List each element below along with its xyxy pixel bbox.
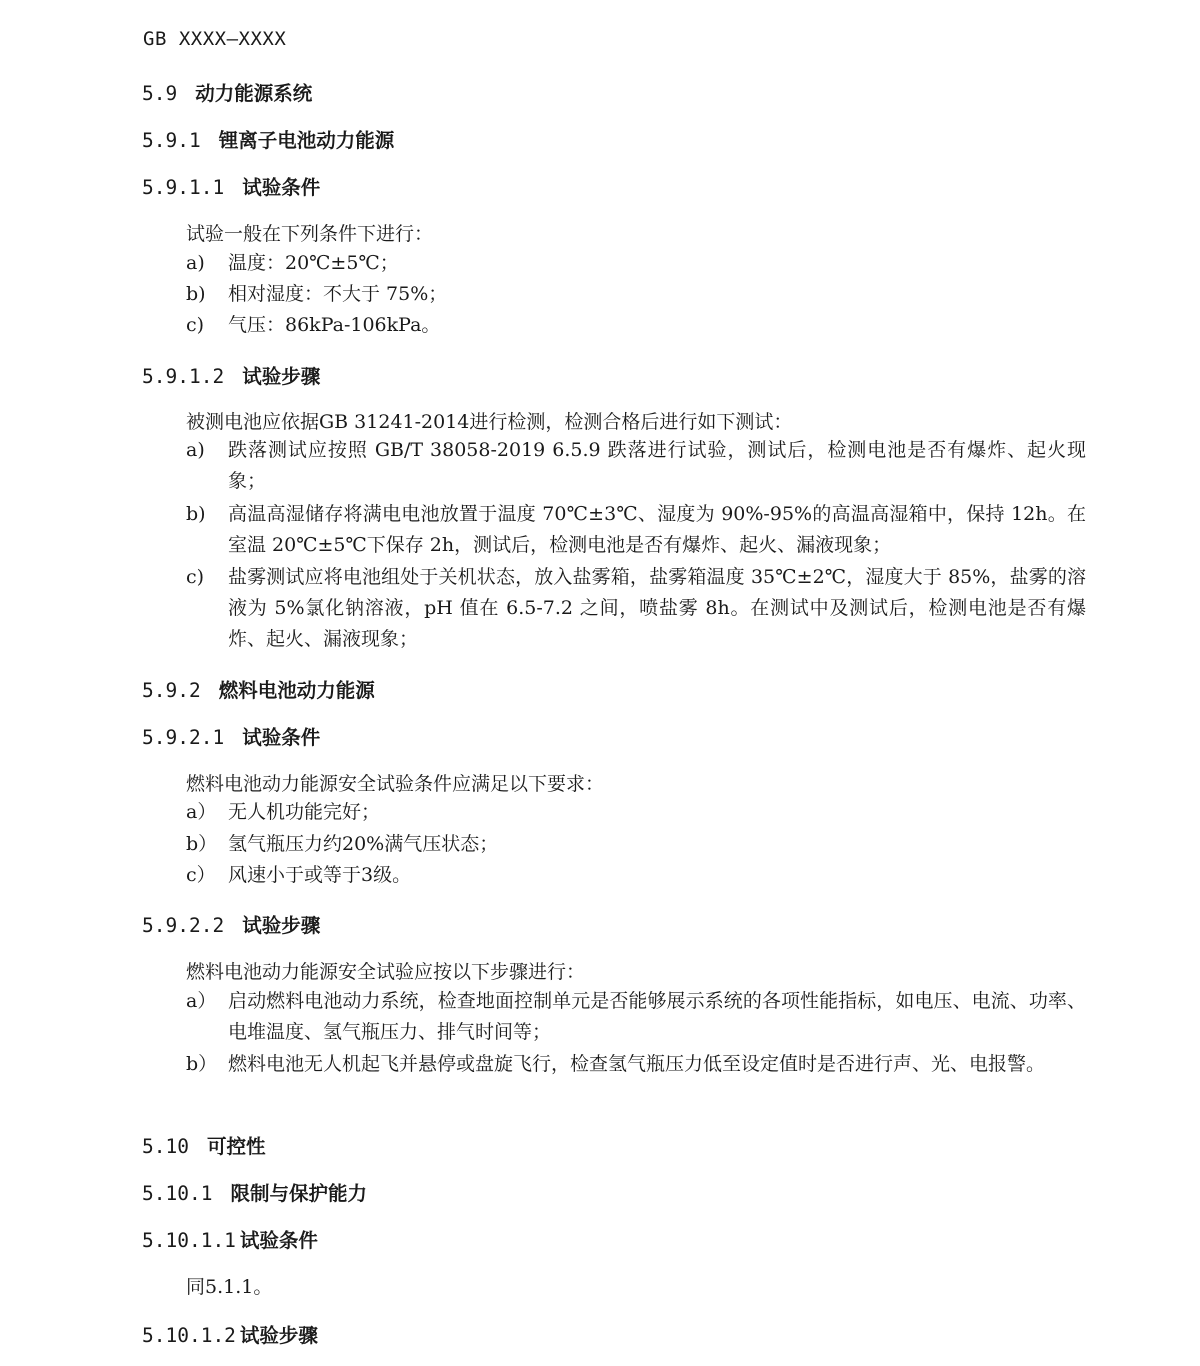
heading-5-9-1-1 [142,172,320,200]
heading-title: 试验条件 [242,726,321,749]
heading-number: 5.10.1.2 [142,1324,236,1347]
paragraph-intro: 试验一般在下列条件下进行： [186,223,434,245]
heading-number: 5.9.1.2 [142,365,225,388]
heading-title: 试验步骤 [242,365,321,388]
list-text: 无人机功能完好； [228,801,381,823]
list-text: 高温高湿储存将满电电池放置于温度 70℃±3℃、湿度为 90%-95%的高温高湿箱中，保持 12h。在室温 20℃±5℃下保存 2h，测试后，检测电池是否有爆炸、起火、漏液现象； [228,503,1086,556]
heading-5-10-1-1 [142,1225,318,1253]
heading-number: 5.9.1.1 [142,176,225,199]
list-item [186,248,1086,279]
list-item [186,829,1086,860]
heading-number: 5.9.1 [142,129,201,152]
heading-5-10-1 [142,1178,367,1206]
heading-title: 可控性 [206,1135,266,1158]
heading-title: 试验步骤 [239,1324,318,1347]
heading-number: 5.9 [142,82,178,105]
paragraph-intro: 同5.1.1。 [186,1276,273,1298]
heading-number: 5.9.2.2 [142,914,225,937]
list-item [186,797,1086,828]
list-text: 盐雾测试应将电池组处于关机状态，放入盐雾箱，盐雾箱温度 35℃±2℃，湿度大于 85%，盐雾的溶液为 5%氯化钠溶液，pH 值在 6.5-7.2 之间，喷盐雾 8h。在测试中及测试后，检测电池是否有爆炸、起火、漏液现象； [228,566,1086,650]
heading-title: 试验条件 [242,176,321,199]
heading-5-9-1 [142,125,394,153]
paragraph-intro: 燃料电池动力能源安全试验应按以下步骤进行： [186,961,586,983]
heading-title: 锂离子电池动力能源 [218,129,395,152]
list-marker: b) [186,283,206,305]
list-text: 燃料电池无人机起飞并悬停或盘旋飞行，检查氢气瓶压力低至设定值时是否进行声、光、电报警。 [228,1053,1046,1075]
heading-5-9-2 [142,675,375,703]
heading-title: 动力能源系统 [195,82,313,105]
heading-5-9 [142,78,312,106]
list-marker: a） [186,801,217,823]
list-text: 气压：86kPa-106kPa。 [228,314,441,336]
list-item [186,279,1086,310]
heading-title: 限制与保护能力 [230,1182,367,1205]
list-text: 温度：20℃±5℃； [228,252,399,274]
list-marker: b） [186,1053,218,1075]
list-marker: b) [186,503,206,525]
list-item [186,986,1086,1048]
standard-code: GB XXXX—XXXX [143,28,287,50]
heading-5-9-2-1 [142,722,320,750]
paragraph-intro: 被测电池应依据GB 31241-2014进行检测，检测合格后进行如下测试： [186,411,793,433]
heading-number: 5.9.2 [142,679,201,702]
heading-title: 试验步骤 [242,914,321,937]
list-item [186,860,1086,891]
list-marker: c） [186,864,216,886]
heading-title: 燃料电池动力能源 [218,679,375,702]
heading-5-9-2-2 [142,910,320,938]
list-item [186,310,1086,341]
list-text: 启动燃料电池动力系统，检查地面控制单元是否能够展示系统的各项性能指标，如电压、电流、功率、电堆温度、氢气瓶压力、排气时间等； [228,990,1086,1043]
heading-number: 5.10.1.1 [142,1229,236,1252]
list-marker: c) [186,314,205,336]
list-text: 跌落测试应按照 GB/T 38058-2019 6.5.9 跌落进行试验，测试后，检测电池是否有爆炸、起火现象； [228,439,1086,492]
heading-number: 5.9.2.1 [142,726,225,749]
heading-number: 5.10 [142,1135,189,1158]
list-marker: c) [186,566,205,588]
list-item [186,499,1086,561]
list-marker: a) [186,252,205,274]
paragraph-intro: 燃料电池动力能源安全试验条件应满足以下要求： [186,773,605,795]
list-item [186,562,1086,655]
list-text: 氢气瓶压力约20%满气压状态； [228,833,499,855]
list-text: 相对湿度：不大于 75%； [228,283,448,305]
list-item [186,1049,1086,1080]
heading-5-9-1-2 [142,361,320,389]
heading-5-10 [142,1131,265,1159]
heading-5-10-1-2 [142,1320,318,1348]
list-marker: b） [186,833,218,855]
heading-title: 试验条件 [239,1229,318,1252]
list-text: 风速小于或等于3级。 [228,864,412,886]
list-marker: a) [186,439,205,461]
list-item [186,435,1086,497]
list-marker: a） [186,990,217,1012]
heading-number: 5.10.1 [142,1182,213,1205]
